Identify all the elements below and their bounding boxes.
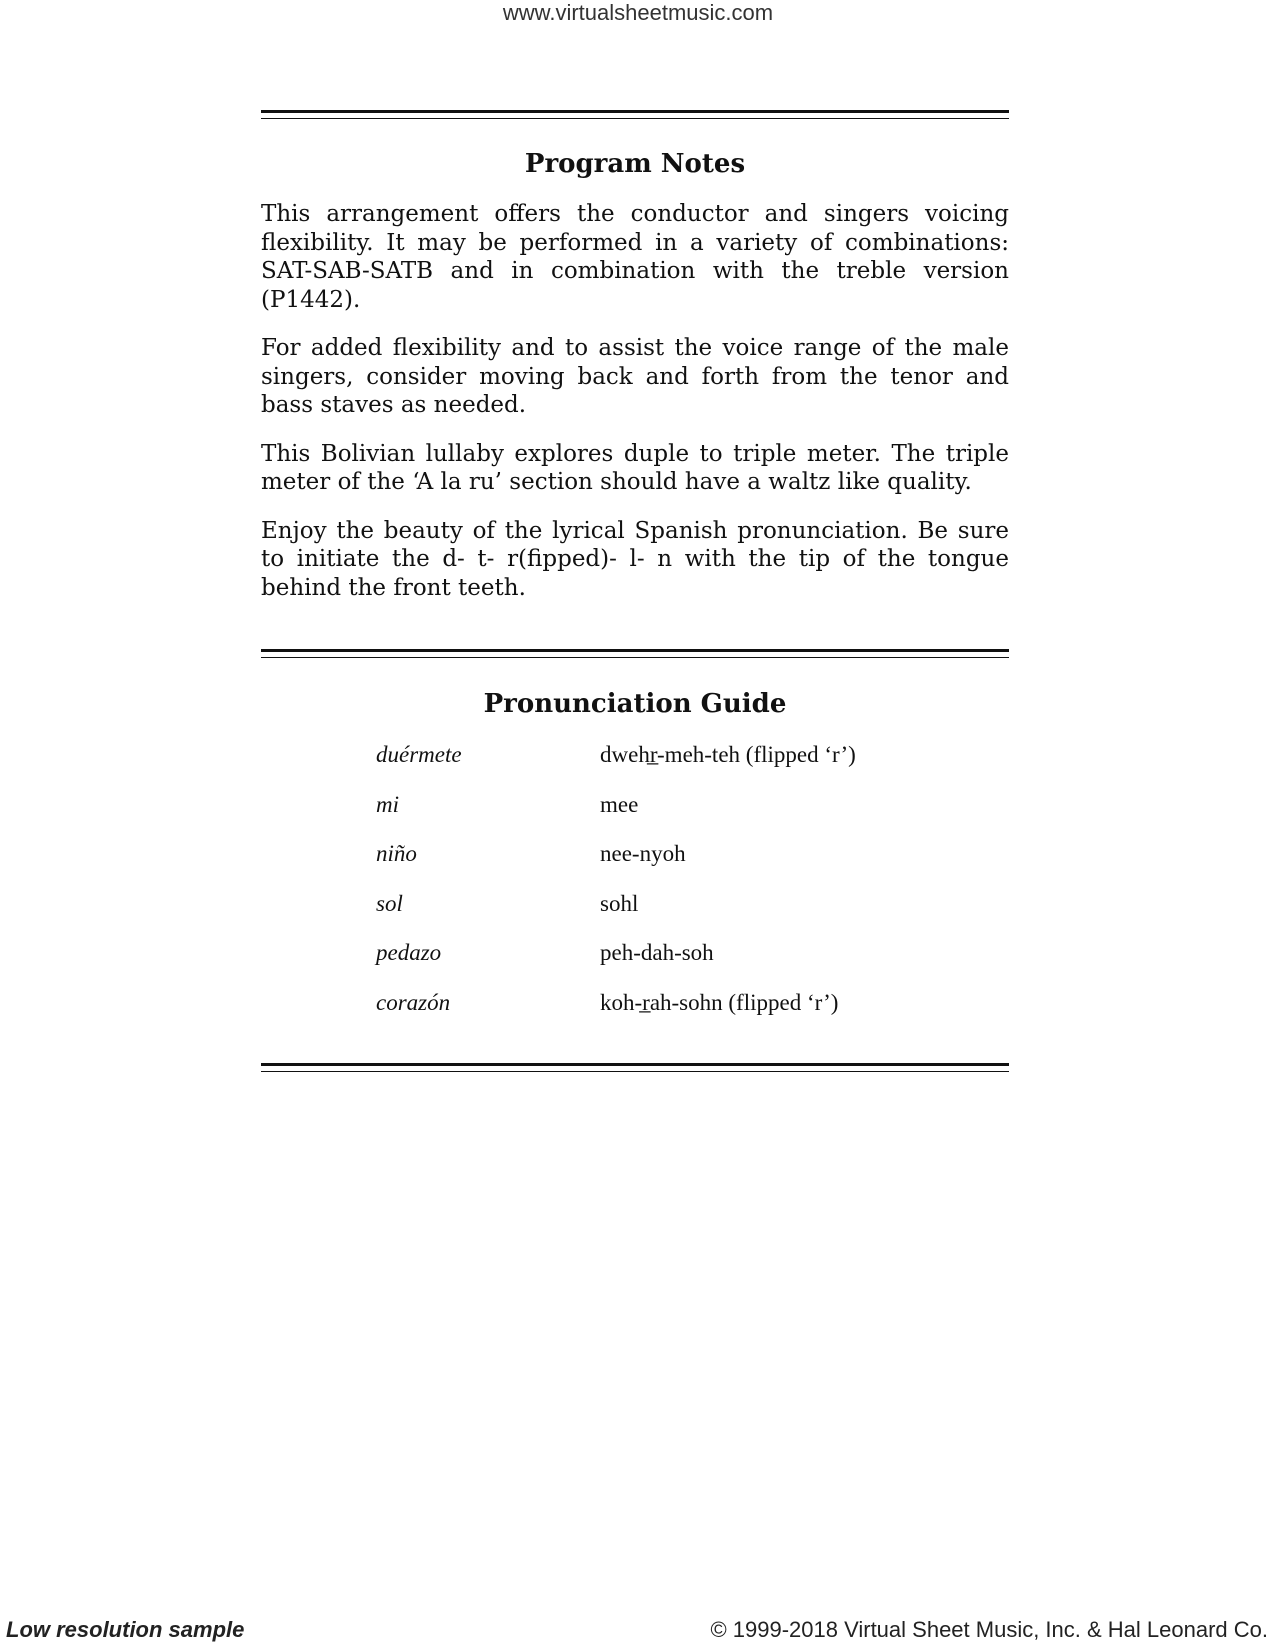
guide-pronunciation: peh-dah-soh <box>600 940 714 965</box>
low-resolution-notice: Low resolution sample <box>6 1617 245 1642</box>
guide-word: duérmete <box>376 742 462 767</box>
guide-row <box>376 841 936 891</box>
notes-paragraph-1: This arrangement offers the conductor and singers voicing flexibility. It may be performed in a variety of combinations: SAT-SAB-SATB and in combination with the treble version (P1442). <box>261 201 1009 313</box>
middle-double-rule <box>261 649 1009 658</box>
guide-word: sol <box>376 890 403 916</box>
bottom-double-rule <box>261 1063 1009 1072</box>
guide-pronunciation: dwehr̲-meh-teh (flipped ‘r’) <box>600 742 856 767</box>
guide-pronunciation: koh-r̲ah-sohn (flipped ‘r’) <box>600 989 839 1015</box>
guide-word: niño <box>376 841 417 866</box>
guide-pronunciation: mee <box>600 791 639 817</box>
pronunciation-guide-title: Pronunciation Guide <box>483 689 787 719</box>
guide-row <box>376 742 936 792</box>
notes-paragraph-2: For added flexibility and to assist the voice range of the male singers, consider moving back and forth from the tenor and bass staves as needed. <box>261 335 1009 418</box>
guide-pronunciation: nee-nyoh <box>600 841 686 866</box>
notes-paragraph-3: This Bolivian lullaby explores duple to triple meter. The triple meter of the ‘A la ru’ section should have a waltz like quality. <box>261 440 1009 495</box>
guide-row <box>376 940 936 990</box>
guide-word: corazón <box>376 989 451 1015</box>
guide-row <box>376 792 936 842</box>
copyright-notice: © 1999-2018 Virtual Sheet Music, Inc. & Hal Leonard Co. <box>710 1617 1268 1642</box>
guide-row <box>376 990 936 1040</box>
notes-paragraph-4: Enjoy the beauty of the lyrical Spanish pronunciation. Be sure to initiate the d- t- r(fipped)- l- n with the tip of the tongue behind the front teeth. <box>261 517 1009 601</box>
guide-pronunciation: sohl <box>600 890 639 916</box>
source-url: www.virtualsheetmusic.com <box>502 0 774 25</box>
pronunciation-table <box>376 742 936 1039</box>
guide-word: mi <box>376 791 399 817</box>
guide-row <box>376 891 936 941</box>
top-double-rule <box>261 110 1009 119</box>
program-notes-body <box>261 200 1009 622</box>
guide-word: pedazo <box>376 940 442 965</box>
program-notes-title: Program Notes <box>524 149 746 179</box>
